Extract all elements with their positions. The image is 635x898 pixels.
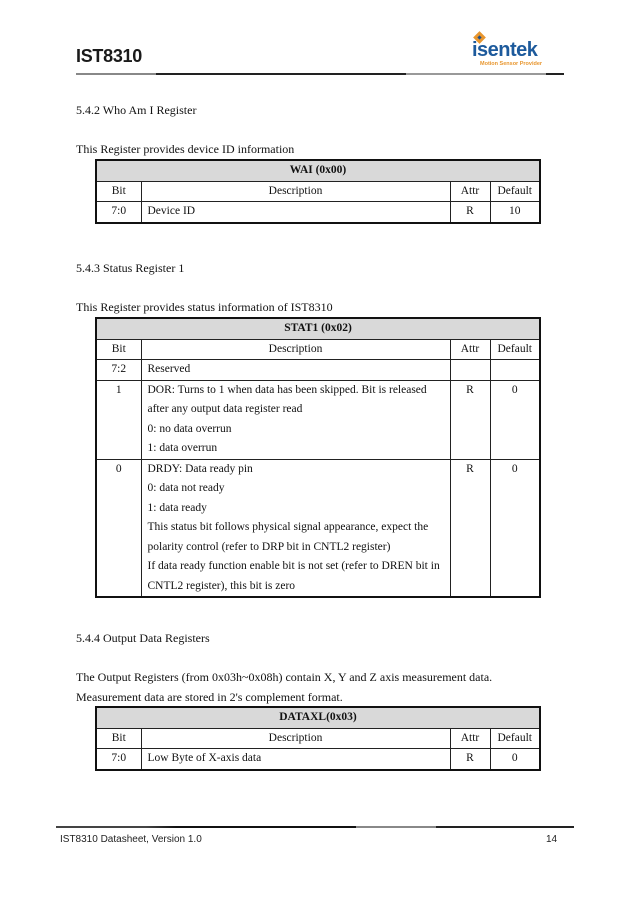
- description-line: If data ready function enable bit is not set (refer to DREN bit in: [147, 560, 440, 572]
- table-row: [96, 380, 540, 459]
- cell-description: [141, 380, 450, 459]
- table-row: [96, 202, 540, 223]
- description-line: DOR: Turns to 1 when data has been skipped. Bit is released: [147, 383, 427, 396]
- footer-text: IST8310 Datasheet, Version 1.0: [60, 834, 202, 845]
- description-line: 0: data not ready: [147, 482, 225, 494]
- col-header-attr: Attr: [450, 181, 490, 202]
- logo-wordmark: isentek: [472, 39, 538, 61]
- table-header-row: [96, 181, 540, 202]
- description-line: after any output data register read: [147, 403, 303, 415]
- cell-default: 0: [490, 459, 540, 597]
- description-line: 0: no data overrun: [147, 422, 232, 435]
- cell-bit: 1: [96, 380, 141, 459]
- cell-bit: 7:0: [96, 749, 141, 770]
- col-header-default: Default: [490, 181, 540, 202]
- col-header-description: Description: [141, 339, 450, 360]
- section-intro-status-register: This Register provides status information of IST8310: [76, 300, 333, 314]
- cell-attr: R: [450, 749, 490, 770]
- table-title: STAT1 (0x02): [96, 318, 540, 339]
- page-number: 14: [546, 834, 558, 845]
- table-title: DATAXL(0x03): [96, 707, 540, 728]
- register-table-dataxl: [95, 706, 541, 771]
- document-header-title: IST8310: [76, 46, 142, 66]
- col-header-bit: Bit: [96, 728, 141, 749]
- description-line: 1: data ready: [147, 501, 207, 514]
- cell-attr: [450, 360, 490, 381]
- isentek-logo: [470, 33, 562, 73]
- table-row: [96, 459, 540, 597]
- cell-bit: 7:0: [96, 202, 141, 223]
- cell-default: 0: [490, 380, 540, 459]
- table-row: [96, 360, 540, 381]
- col-header-description: Description: [141, 181, 450, 202]
- section-heading-output-data: 5.4.4 Output Data Registers: [76, 631, 210, 645]
- col-header-default: Default: [490, 728, 540, 749]
- col-header-bit: Bit: [96, 181, 141, 202]
- footer-divider: [56, 826, 574, 828]
- section-intro-output-data: The Output Registers (from 0x03h~0x08h) contain X, Y and Z axis measurement data. Measurement data are stored in 2's complement format.: [76, 670, 493, 704]
- section-heading-status-register: 5.4.3 Status Register 1: [76, 261, 185, 275]
- cell-default: 10: [490, 202, 540, 223]
- description-line: 1: data overrun: [147, 442, 218, 454]
- cell-description: Device ID: [141, 202, 450, 223]
- cell-description: [141, 459, 450, 597]
- header-divider: [76, 73, 564, 75]
- col-header-attr: Attr: [450, 339, 490, 360]
- section-intro-who-am-i: This Register provides device ID information: [76, 142, 295, 156]
- register-table-stat1: [95, 317, 541, 598]
- logo-tagline: Motion Sensor Provider: [480, 61, 543, 67]
- cell-bit: 0: [96, 459, 141, 597]
- description-line: This status bit follows physical signal appearance, expect the: [147, 521, 429, 533]
- table-header-row: [96, 339, 540, 360]
- description-line: polarity control (refer to DRP bit in CNTL2 register): [147, 540, 391, 553]
- col-header-attr: Attr: [450, 728, 490, 749]
- description-line: DRDY: Data ready pin: [147, 462, 253, 475]
- col-header-default: Default: [490, 339, 540, 360]
- cell-attr: R: [450, 202, 490, 223]
- col-header-bit: Bit: [96, 339, 141, 360]
- register-table-wai: [95, 159, 541, 224]
- cell-default: [490, 360, 540, 381]
- cell-description: Reserved: [141, 360, 450, 381]
- cell-default: 0: [490, 749, 540, 770]
- cell-attr: R: [450, 459, 490, 597]
- cell-description: Low Byte of X-axis data: [141, 749, 450, 770]
- cell-attr: R: [450, 380, 490, 459]
- table-row: [96, 749, 540, 770]
- cell-bit: 7:2: [96, 360, 141, 381]
- table-title: WAI (0x00): [96, 160, 540, 181]
- col-header-description: Description: [141, 728, 450, 749]
- section-heading-who-am-i: 5.4.2 Who Am I Register: [76, 103, 197, 117]
- table-header-row: [96, 728, 540, 749]
- description-line: CNTL2 register), this bit is zero: [147, 579, 296, 592]
